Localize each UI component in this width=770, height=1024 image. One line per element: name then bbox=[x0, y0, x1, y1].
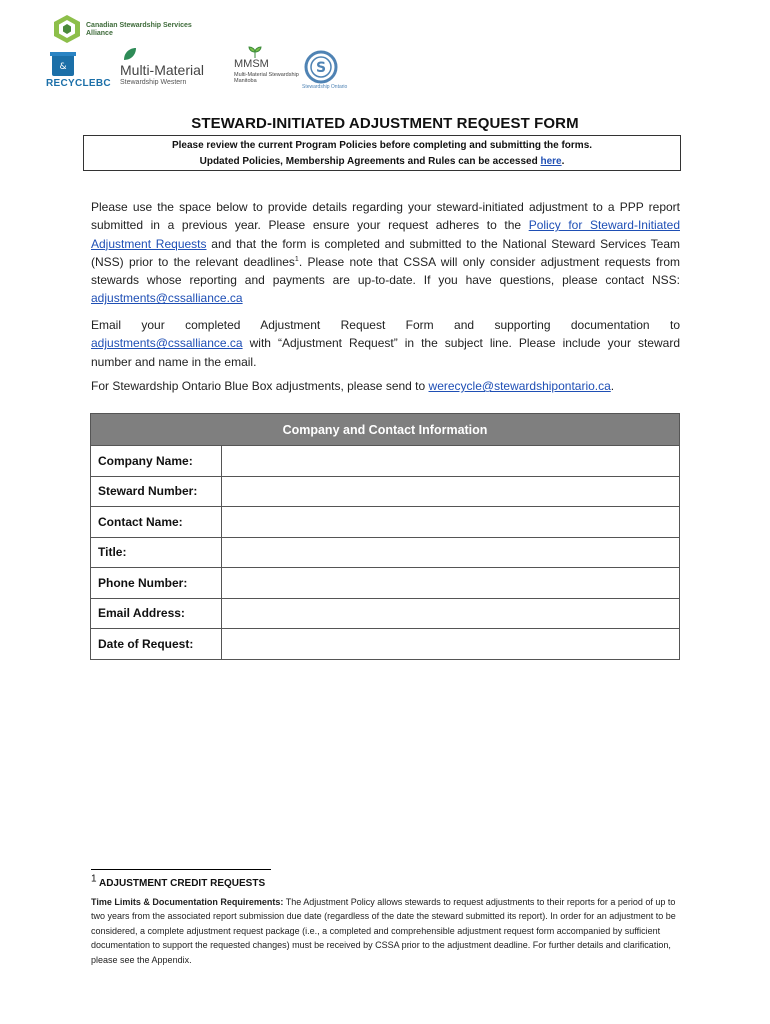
recyclebc-logo-text: RECYCLEBC bbox=[46, 78, 111, 89]
table-row bbox=[91, 537, 680, 568]
policies-here-link[interactable]: here bbox=[540, 156, 562, 167]
stewardship-ontario-logo bbox=[302, 50, 348, 90]
logo-bar bbox=[0, 0, 770, 100]
mmsw-logo-subtitle: Stewardship Western bbox=[120, 79, 187, 86]
contact-table-header: Company and Contact Information bbox=[91, 414, 680, 446]
title-label: Title: bbox=[91, 537, 222, 568]
title-field[interactable] bbox=[222, 537, 680, 568]
date-of-request-label: Date of Request: bbox=[91, 629, 222, 660]
company-name-field[interactable] bbox=[222, 446, 680, 477]
table-row bbox=[91, 507, 680, 538]
phone-number-field[interactable] bbox=[222, 568, 680, 599]
stewardship-ontario-text: Stewardship Ontario bbox=[302, 84, 348, 90]
intro-paragraph-2: Email your completed Adjustment Request Form and supporting documentation to adjustments@cssalliance.ca with “Adjustment Request” in the subject line. Please include your steward number and name in the email. bbox=[91, 318, 680, 369]
notice-line-1: Please review the current Program Policies before completing and submitting the forms. bbox=[171, 140, 593, 151]
cssa-logo-text: Canadian Stewardship Services Alliance bbox=[86, 22, 192, 37]
nss-email-link[interactable]: adjustments@cssalliance.ca bbox=[91, 291, 243, 306]
email-address-field[interactable] bbox=[222, 598, 680, 629]
policy-link[interactable]: Policy for Steward-Initiated Adjustment Requests bbox=[91, 218, 680, 251]
leaf-icon bbox=[122, 46, 138, 62]
email-address-label: Email Address: bbox=[91, 598, 222, 629]
recyclebc-logo bbox=[46, 50, 111, 89]
intro-paragraph-3: For Stewardship Ontario Blue Box adjustments, please send to werecycle@stewardshipontario.ca. bbox=[91, 379, 615, 393]
table-row bbox=[91, 476, 680, 507]
footnote-heading: $^1$ ADJUSTMENT CREDIT REQUESTS bbox=[91, 873, 266, 889]
mmsw-logo-title: Multi-Material bbox=[120, 62, 205, 78]
table-row bbox=[91, 629, 680, 660]
footnote-divider bbox=[91, 869, 271, 870]
steward-number-field[interactable] bbox=[222, 476, 680, 507]
table-row bbox=[91, 446, 680, 477]
svg-text:S: S bbox=[315, 60, 327, 76]
steward-number-label: Steward Number: bbox=[91, 476, 222, 507]
contact-info-table bbox=[90, 413, 680, 660]
company-name-label: Company Name: bbox=[91, 446, 222, 477]
cssa-logo-icon bbox=[52, 14, 82, 44]
svg-text:&: & bbox=[59, 62, 67, 72]
contact-name-label: Contact Name: bbox=[91, 507, 222, 538]
phone-number-label: Phone Number: bbox=[91, 568, 222, 599]
contact-name-field[interactable] bbox=[222, 507, 680, 538]
footnote-text: Time Limits & Documentation Requirements: The Adjustment Policy allows stewards to request adjustments to their reports for a period of up to two years from the associated report submission due date (regardless of the date the steward submitted its report). In order for an adjustment to be considered, a complete adjustment request package (i.e., a completed and comprehensible adjustment request form accompanied by sufficient documentation to support the requested changes) must be received by CSSA prior to the adjustment deadline. For further details and clarification, please see the Appendix. bbox=[91, 897, 676, 965]
stewardship-ontario-icon bbox=[304, 50, 338, 84]
intro-paragraph-1: Please use the space below to provide details regarding your steward-initiated adjustment to a PPP report submitted in a previous year. Please ensure your request adheres to the Policy for Steward-Initiated Adjustment Requests and that the form is completed and submitted to the National Steward Services Team (NSS) prior to the relevant deadlines$^1$. Please note that CSSA will only consider adjustment requests from stewards whose reporting and payments are up-to-date. If you have questions, please contact NSS: adjustments@cssalliance.ca bbox=[91, 200, 680, 306]
footnote-ref: 1 bbox=[294, 255, 299, 263]
date-of-request-field[interactable] bbox=[222, 629, 680, 660]
recycle-bin-icon bbox=[46, 50, 80, 78]
sprout-icon bbox=[248, 46, 262, 58]
table-row bbox=[91, 568, 680, 599]
ontario-email-link[interactable]: werecycle@stewardshipontario.ca bbox=[428, 379, 611, 393]
mmsm-logo-title: MMSM bbox=[234, 58, 269, 70]
policy-notice bbox=[83, 135, 681, 171]
adjustments-email-link[interactable]: adjustments@cssalliance.ca bbox=[91, 336, 243, 351]
mmsm-logo-subtitle: Multi-Material Stewardship Manitoba bbox=[234, 72, 299, 84]
footnote-number: 1 bbox=[91, 873, 97, 885]
cssa-logo bbox=[52, 14, 192, 49]
notice-line-2: Updated Policies, Membership Agreements and Rules can be accessed here. bbox=[199, 156, 565, 167]
form-title: STEWARD-INITIATED ADJUSTMENT REQUEST FORM bbox=[191, 115, 579, 132]
table-row bbox=[91, 598, 680, 629]
